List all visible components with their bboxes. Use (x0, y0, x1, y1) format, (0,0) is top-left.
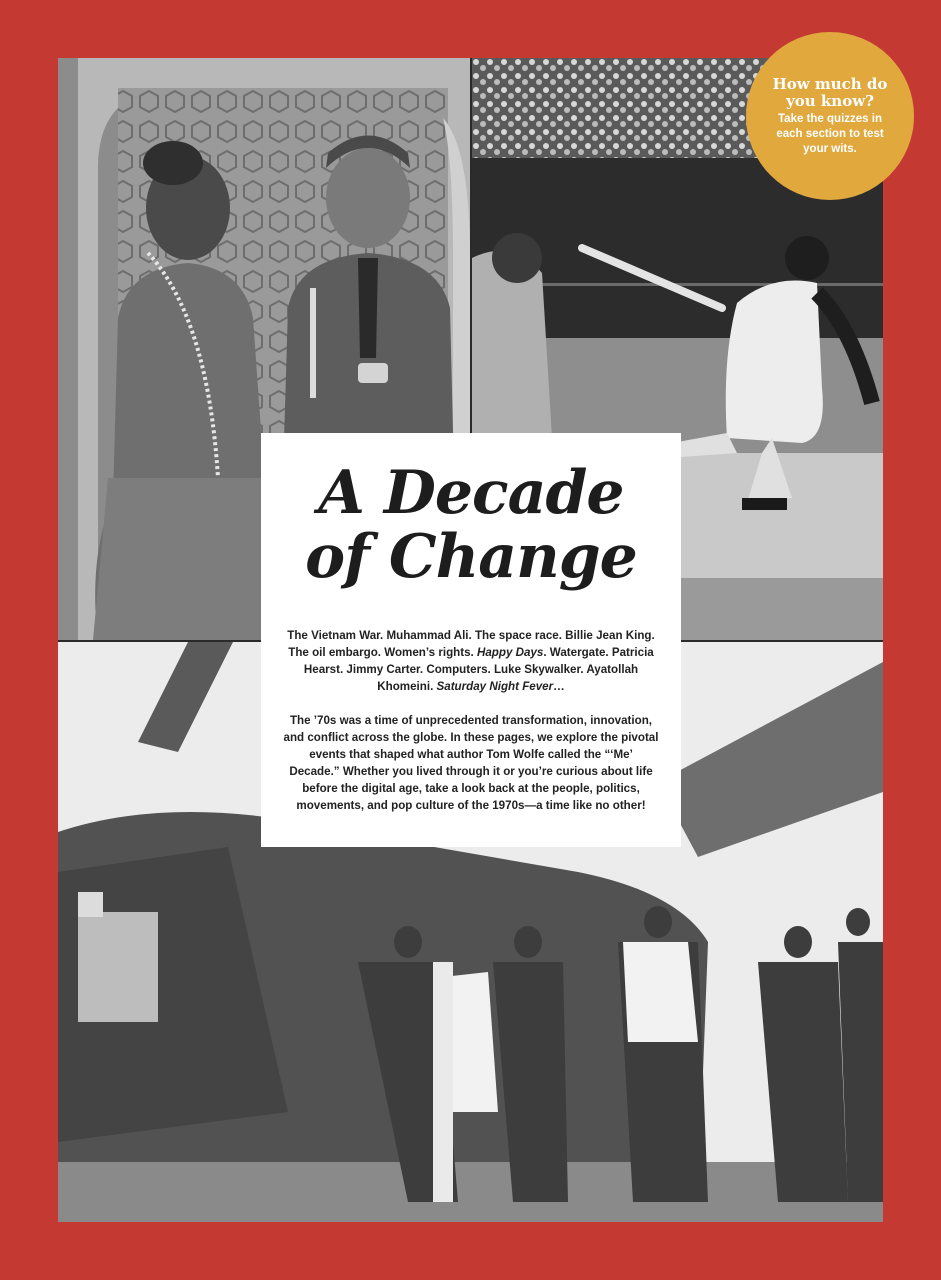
headline-line-2: of Change (305, 522, 637, 592)
intro-text-3: … (553, 680, 565, 693)
body-paragraph: The ’70s was a time of unprecedented transformation, innovation, and conflict across the globe. In these pages, we explore the pivotal events that shaped what author Tom Wolfe called the “‘Me’ Decade.” Whether you lived through it or you’re curious about life before the digital age, take a look back at the people, politics, movements, and pop culture of the 1970s—a time like no other! (283, 714, 659, 812)
intro-text-1: The Vietnam War. Muhammad Ali. The space race. Billie Jean King. The oil embargo. Women’s rights. (287, 629, 655, 659)
intro-text-2: . Watergate. Patricia Hearst. Jimmy Carter. Computers. Luke Skywalker. Ayatollah Khomeini. (303, 646, 654, 693)
intro-italic-saturday-night-fever: Saturday Night Fever (436, 680, 554, 693)
intro-italic-happy-days: Happy Days (476, 646, 544, 659)
quiz-badge (746, 32, 914, 200)
title-panel (261, 433, 681, 847)
quiz-badge-text: Take the quizzes in each section to test your wits. (776, 113, 884, 155)
headline (283, 458, 659, 592)
quiz-badge-heading: How much do you know? (772, 75, 888, 110)
intro-paragraph (283, 627, 659, 695)
headline-line-1: A Decade (318, 458, 624, 528)
